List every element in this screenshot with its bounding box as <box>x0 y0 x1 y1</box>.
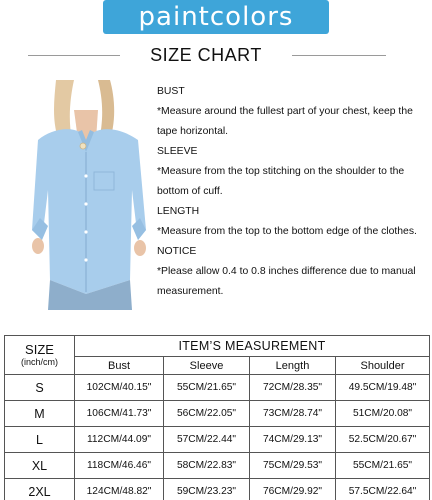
bust-cell: 124CM/48.82" <box>75 479 164 500</box>
sleeve-heading: SLEEVE <box>157 146 198 157</box>
size-cell: L <box>5 427 75 453</box>
column-header-bust: Bust <box>75 357 164 375</box>
shoulder-cell: 49.5CM/19.48" <box>336 375 430 401</box>
table-row <box>5 453 430 479</box>
model-photo <box>28 80 152 310</box>
sleeve-cell: 58CM/22.83" <box>164 453 250 479</box>
sleeve-instruction: *Measure from the top stitching on the shoulder to the bottom of cuff. <box>157 166 405 197</box>
column-header-shoulder: Shoulder <box>336 357 430 375</box>
size-cell: 2XL <box>5 479 75 500</box>
bust-heading: BUST <box>157 86 185 97</box>
length-cell: 72CM/28.35" <box>250 375 336 401</box>
notice-instruction: *Please allow 0.4 to 0.8 inches difference due to manual measurement. <box>157 266 416 297</box>
column-header-sleeve: Sleeve <box>164 357 250 375</box>
table-header-row <box>5 336 430 357</box>
shoulder-cell: 51CM/20.08" <box>336 401 430 427</box>
table-row <box>5 401 430 427</box>
shoulder-cell: 57.5CM/22.64" <box>336 479 430 500</box>
size-unit-label: (inch/cm) <box>20 356 58 367</box>
bust-instruction: *Measure around the fullest part of your chest, keep the tape horizontal. <box>157 106 413 137</box>
bust-cell: 112CM/44.09" <box>75 427 164 453</box>
table-row <box>5 427 430 453</box>
length-cell: 76CM/29.92" <box>250 479 336 500</box>
size-cell: XL <box>5 453 75 479</box>
bust-cell: 102CM/40.15" <box>75 375 164 401</box>
bust-cell: 118CM/46.46" <box>75 453 164 479</box>
size-chart-title: SIZE CHART <box>150 45 262 65</box>
title-divider-right <box>292 55 386 56</box>
shoulder-cell: 52.5CM/20.67" <box>336 427 430 453</box>
title-divider-left <box>28 55 120 56</box>
brand-logo-text: paintcolors <box>138 2 294 32</box>
size-table <box>4 335 430 500</box>
table-row <box>5 375 430 401</box>
size-cell: S <box>5 375 75 401</box>
size-header-cell <box>5 336 75 375</box>
bust-cell: 106CM/41.73" <box>75 401 164 427</box>
size-chart-header <box>0 42 432 68</box>
model-shirt-illustration <box>28 80 152 310</box>
measurement-instructions <box>157 82 425 302</box>
length-instruction: *Measure from the top to the bottom edge of the clothes. <box>157 226 417 237</box>
size-cell: M <box>5 401 75 427</box>
length-cell: 73CM/28.74" <box>250 401 336 427</box>
length-cell: 74CM/29.13" <box>250 427 336 453</box>
brand-logo <box>103 0 329 34</box>
sleeve-cell: 57CM/22.44" <box>164 427 250 453</box>
table-row <box>5 479 430 500</box>
size-header-label: SIZE <box>25 341 54 357</box>
sleeve-cell: 56CM/22.05" <box>164 401 250 427</box>
measurement-group-header: ITEM’S MEASUREMENT <box>75 336 430 357</box>
column-header-length: Length <box>250 357 336 375</box>
sleeve-cell: 59CM/23.23" <box>164 479 250 500</box>
shoulder-cell: 55CM/21.65" <box>336 453 430 479</box>
length-cell: 75CM/29.53" <box>250 453 336 479</box>
length-heading: LENGTH <box>157 206 200 217</box>
sleeve-cell: 55CM/21.65" <box>164 375 250 401</box>
notice-heading: NOTICE <box>157 246 197 257</box>
